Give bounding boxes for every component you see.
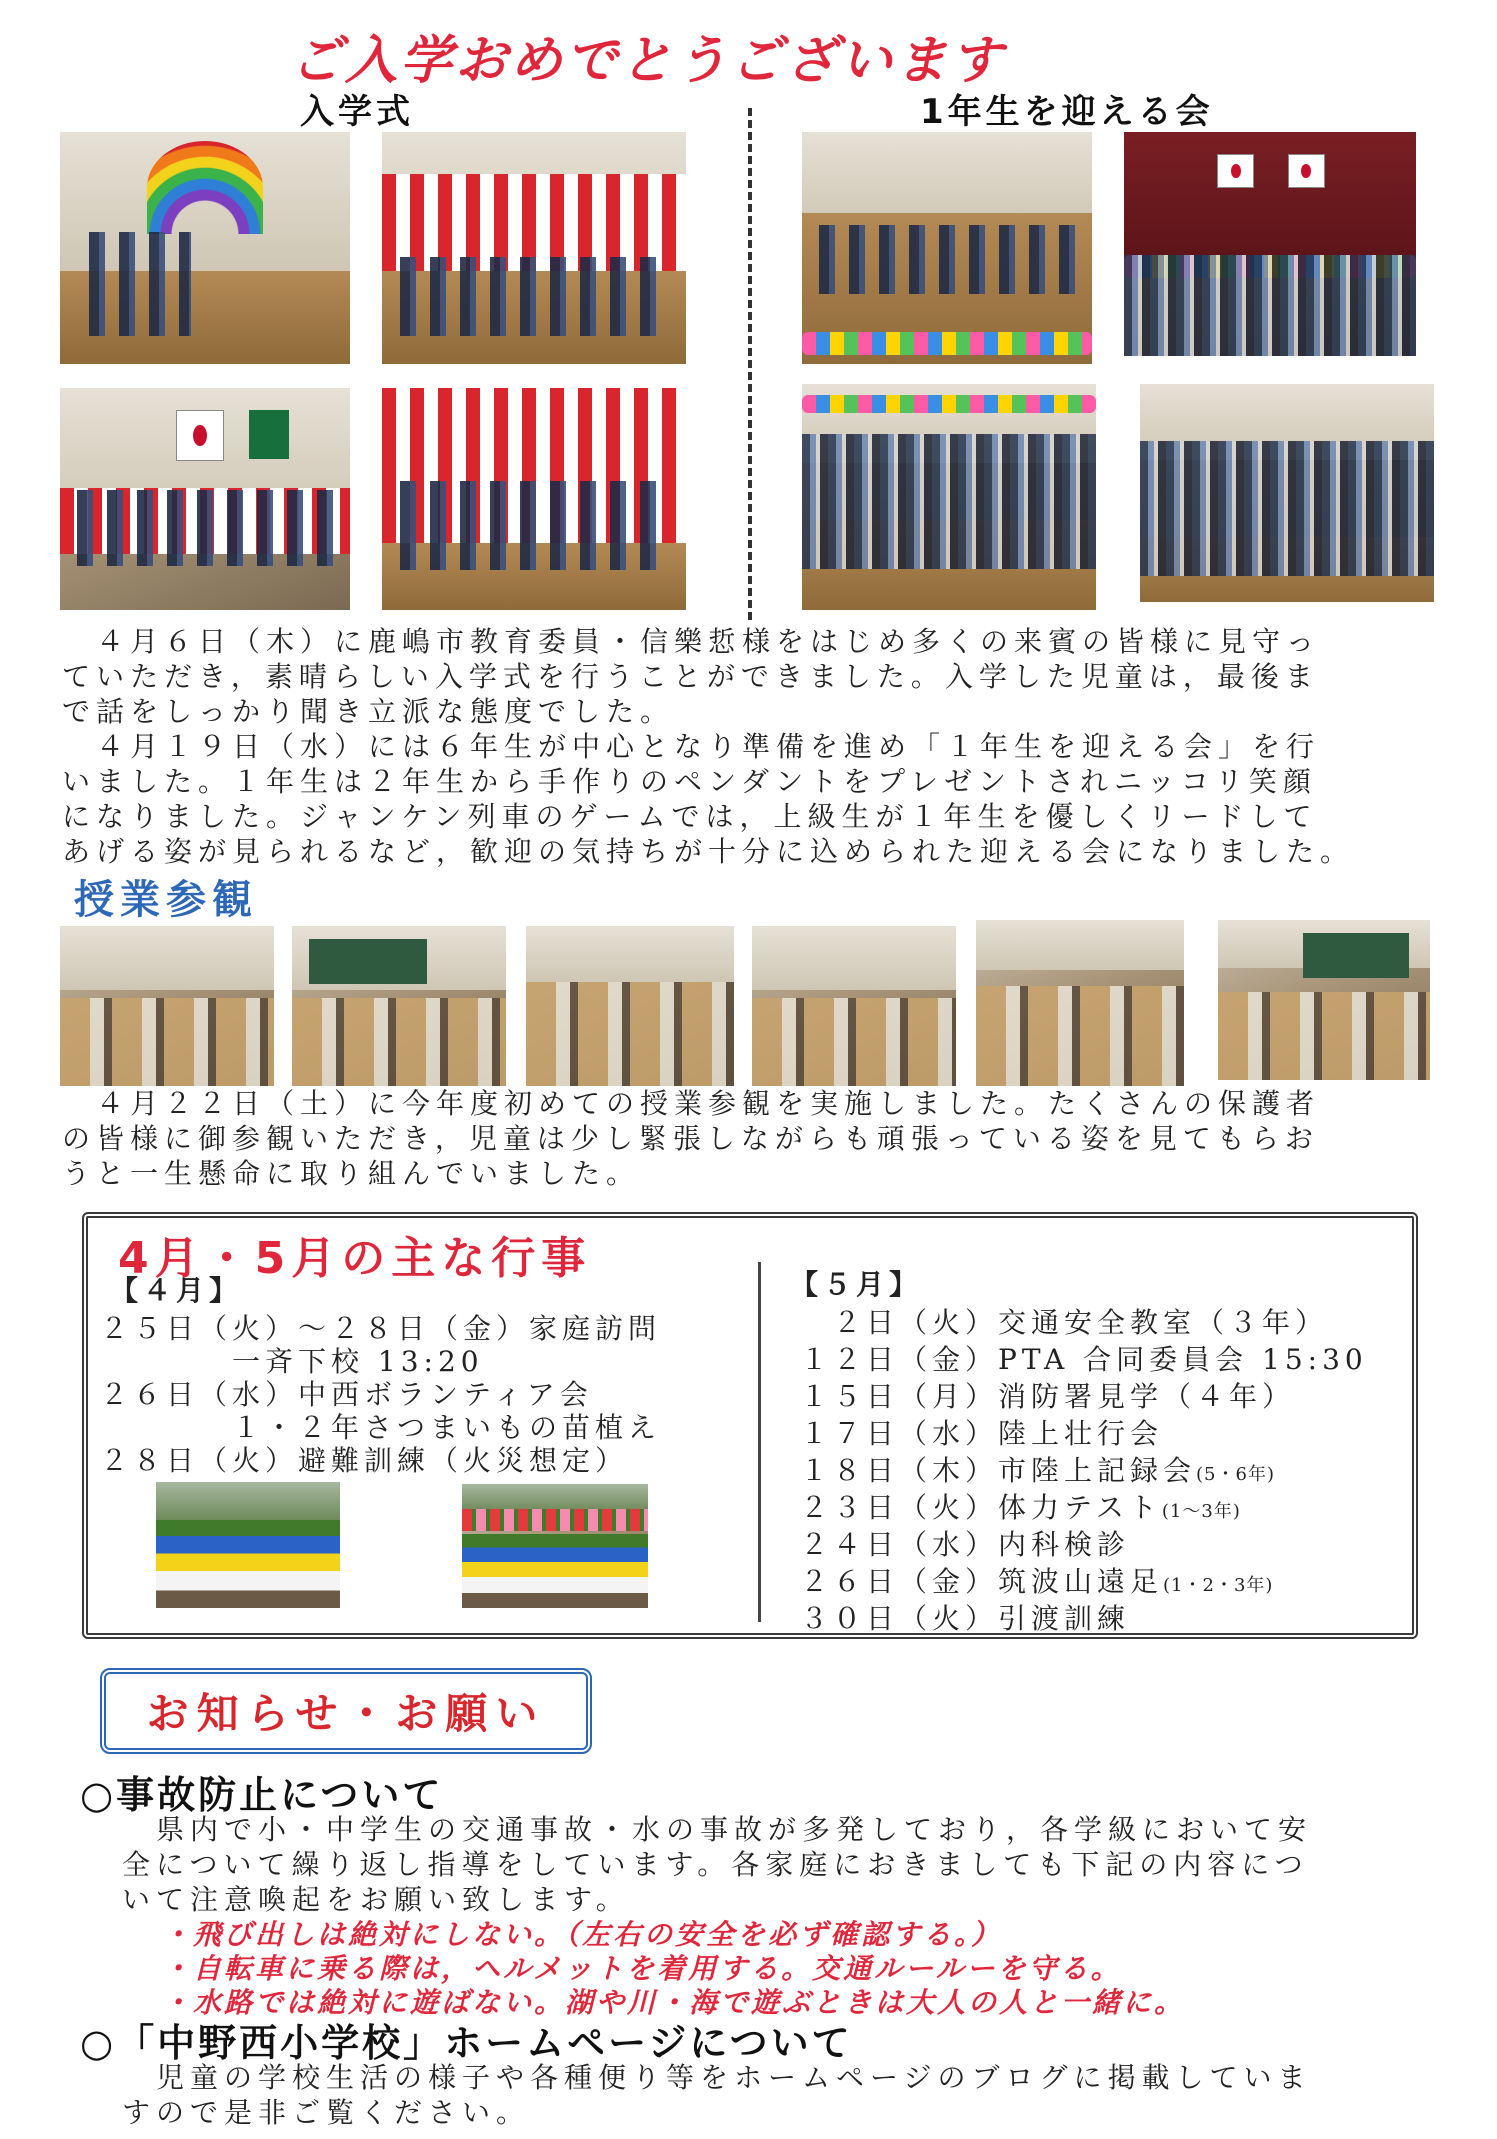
may-label: 【５月】 xyxy=(790,1268,923,1301)
welcome-photo-3 xyxy=(802,384,1096,610)
warning-item: ・水路では絶対に遊ばない。湖や川・海で遊ぶときは大人の人と一緒に。 xyxy=(162,1986,1186,2019)
paragraph-line: すので是非ご覧ください。 xyxy=(122,2096,531,2129)
paragraph-line: 全について繰り返し指導をしています。各家庭におきましても下記の内容につ xyxy=(122,1848,1309,1881)
paragraph-line: の皆様に御参観いただき，児童は少し緊張しながらも頑張っている姿を見てもらお xyxy=(62,1122,1319,1155)
events-divider xyxy=(758,1262,761,1622)
welcome-party-label: 1年生を迎える会 xyxy=(920,92,1214,132)
entrance-paragraph xyxy=(62,624,1442,869)
paragraph-line: ４月２２日（土）に今年度初めての授業参観を実施しました。たくさんの保護者 xyxy=(62,1087,1321,1120)
april-events xyxy=(100,1312,661,1477)
accident-prevention-heading: ○事故防止について xyxy=(80,1773,444,1817)
entrance-ceremony-label: 入学式 xyxy=(300,92,414,132)
class-visit-photo-4 xyxy=(752,926,956,1086)
welcome-photo-4 xyxy=(1140,384,1434,602)
entrance-photo-3 xyxy=(60,388,350,610)
homepage-paragraph xyxy=(122,2060,1442,2130)
homepage-heading: ○「中野西小学校」ホームページについて xyxy=(80,2021,853,2065)
event-item: １・２年さつまいもの苗植え xyxy=(100,1411,662,1444)
class-visit-paragraph xyxy=(62,1086,1442,1191)
class-visit-photo-5 xyxy=(976,920,1184,1086)
welcome-photo-1 xyxy=(802,132,1092,364)
entrance-photo-2 xyxy=(382,132,686,364)
notice-title-box xyxy=(100,1668,592,1754)
class-visit-photo-6 xyxy=(1218,920,1430,1080)
event-item: １２日（金）PTA 合同委員会 15:30 xyxy=(800,1343,1368,1376)
event-item: ２６日（金）筑波山遠足(1・2・3年) xyxy=(800,1565,1274,1598)
paragraph-line: ４月１９日（水）には６年生が中心となり準備を進め「１年生を迎える会」を行 xyxy=(62,730,1321,763)
event-item: ２５日（火）～２８日（金）家庭訪問 xyxy=(100,1312,662,1345)
event-item: 一斉下校 13:20 xyxy=(100,1345,484,1378)
notice-title: お知らせ・お願い xyxy=(146,1689,546,1738)
entrance-photo-1 xyxy=(60,132,350,364)
paragraph-line: いて注意喚起をお願い致します。 xyxy=(122,1883,630,1916)
welcome-photo-2 xyxy=(1124,132,1416,356)
column-divider xyxy=(748,108,752,620)
class-visit-title: 授業参観 xyxy=(74,877,258,923)
event-item: ２８日（火）避難訓練（火災想定） xyxy=(100,1444,629,1477)
paragraph-line: あげる姿が見られるなど，歓迎の気持ちが十分に込められた迎える会になりました。 xyxy=(62,835,1355,868)
page-title: ご入学おめでとうございます xyxy=(290,31,1006,91)
event-item: １５日（月）消防署見学（４年） xyxy=(800,1380,1296,1413)
events-title: 4月・5月の主な行事 xyxy=(118,1233,592,1284)
event-item: ２日（火）交通安全教室（３年） xyxy=(800,1306,1329,1339)
safety-warnings xyxy=(162,1918,1185,2020)
may-events xyxy=(800,1306,1368,1639)
warning-item: ・自転車に乗る際は，ヘルメットを着用する。交通ルールーを守る。 xyxy=(162,1952,1122,1985)
paragraph-line: で話をしっかり聞き立派な態度でした。 xyxy=(62,695,675,728)
class-visit-photo-3 xyxy=(526,926,734,1086)
event-item: ３０日（火）引渡訓練 xyxy=(800,1602,1131,1635)
april-label: 【４月】 xyxy=(110,1274,243,1307)
event-item: ２６日（水）中西ボランティア会 xyxy=(100,1378,593,1411)
flower-bed-photo-1 xyxy=(156,1482,340,1608)
paragraph-line: になりました。ジャンケン列車のゲームでは，上級生が１年生を優しくリードして xyxy=(62,800,1318,833)
paragraph-line: 児童の学校生活の様子や各種便り等をホームページのブログに掲載していま xyxy=(122,2061,1312,2094)
event-item: ２３日（火）体力テスト(1～3年) xyxy=(800,1491,1241,1524)
paragraph-line: いました。１年生は２年生から手作りのペンダントをプレゼントされニッコリ笑顔 xyxy=(62,765,1317,798)
class-visit-photo-2 xyxy=(292,926,506,1086)
event-item: １７日（水）陸上壮行会 xyxy=(800,1417,1164,1450)
event-item: ２４日（水）内科検診 xyxy=(800,1528,1131,1561)
event-item: １８日（木）市陸上記録会(5・6年) xyxy=(800,1454,1275,1487)
class-visit-photo-1 xyxy=(60,926,274,1086)
flower-bed-photo-2 xyxy=(462,1484,648,1608)
paragraph-line: ていただき，素晴らしい入学式を行うことができました。入学した児童は，最後ま xyxy=(62,660,1319,693)
paragraph-line: 県内で小・中学生の交通事故・水の事故が多発しており，各学級において安 xyxy=(122,1813,1313,1846)
paragraph-line: うと一生懸命に取り組んでいました。 xyxy=(62,1157,641,1190)
warning-item: ・飛び出しは絶対にしない。（左右の安全を必ず確認する。） xyxy=(162,1918,1003,1951)
entrance-photo-4 xyxy=(382,388,686,610)
accident-paragraph xyxy=(122,1812,1442,1917)
paragraph-line: ４月６日（木）に鹿嶋市教育委員・信樂悊様をはじめ多くの来賓の皆様に見守っ xyxy=(62,625,1321,658)
